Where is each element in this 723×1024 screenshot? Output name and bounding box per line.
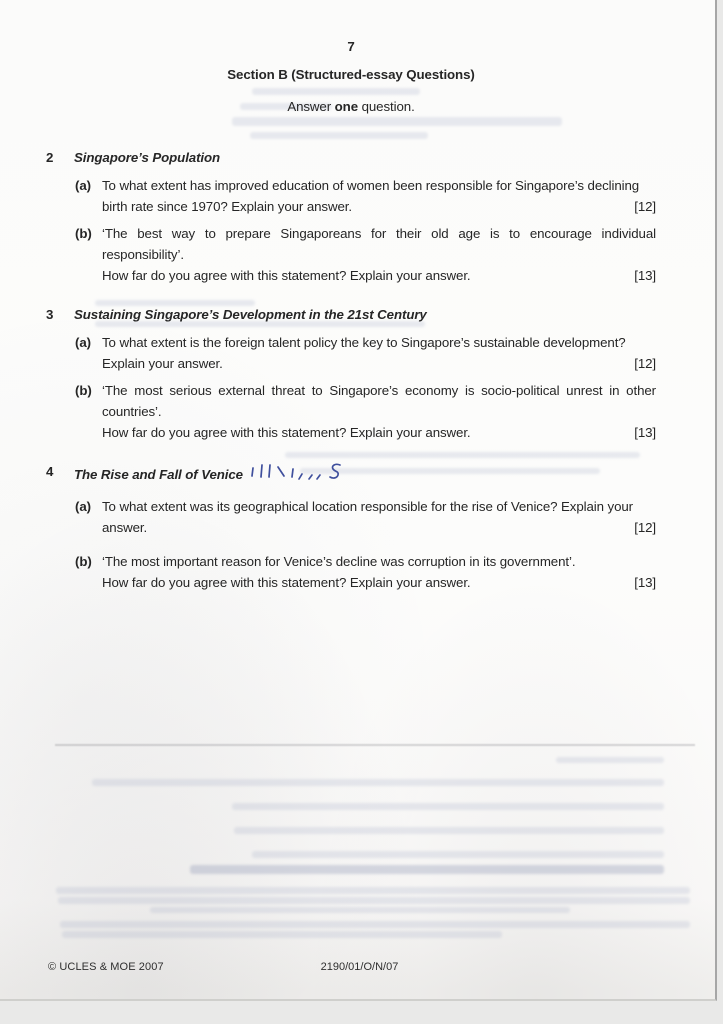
part-marks: [12] <box>634 356 656 371</box>
question <box>46 304 656 443</box>
footer-paper-code: 2190/01/O/N/07 <box>320 961 399 973</box>
bleedthrough-line <box>56 887 690 894</box>
question-title: Sustaining Singapore’s Development in the 21st Century <box>74 307 427 322</box>
part-text-line: countries’. <box>102 404 162 419</box>
bleedthrough-line <box>190 865 664 874</box>
part-text-line: To what extent has improved education of women been responsible for Singapore’s declining <box>102 178 640 193</box>
question-part <box>46 223 656 286</box>
bleedthrough-line <box>252 851 664 858</box>
part-marks: [13] <box>634 575 656 590</box>
page-content <box>46 36 656 593</box>
question-part <box>46 332 656 374</box>
part-marks: [13] <box>634 425 656 440</box>
part-text-line: ‘The most serious external threat to Singapore’s economy is socio-political unrest in other <box>102 383 656 398</box>
bleedthrough-line <box>92 779 664 786</box>
bleedthrough-line <box>556 757 664 763</box>
paper-crease-line <box>55 744 695 746</box>
section-title: Section B (Structured-essay Questions) <box>227 67 475 82</box>
part-label: (a) <box>75 178 91 193</box>
part-text-line: How far do you agree with this statement? Explain your answer. <box>102 575 471 590</box>
part-marks: [12] <box>634 199 656 214</box>
bleedthrough-line <box>150 907 570 913</box>
part-text-line: ‘The best way to prepare Singaporeans for their old age is to encourage individual <box>102 226 656 241</box>
question-part <box>46 496 656 538</box>
part-text <box>102 332 656 374</box>
part-label: (a) <box>75 335 91 350</box>
part-text-line: How far do you agree with this statement? Explain your answer. <box>102 425 471 440</box>
question-number: 4 <box>46 464 54 479</box>
footer-copyright: © UCLES & MOE 2007 <box>48 961 164 973</box>
pen-scribble-icon <box>248 461 346 489</box>
part-text-line: To what extent is the foreign talent policy the key to Singapore’s sustainable development? <box>102 335 626 350</box>
question-parts <box>46 496 656 593</box>
question-parts <box>46 332 656 443</box>
part-marks: [12] <box>634 520 656 535</box>
question-title: The Rise and Fall of Venice <box>74 467 243 482</box>
question <box>46 147 656 286</box>
question-heading <box>46 147 656 168</box>
answer-instruction <box>46 96 656 117</box>
part-text-line: birth rate since 1970? Explain your answer. <box>102 199 352 214</box>
part-text <box>102 496 656 538</box>
instruction-suffix: question. <box>358 99 415 114</box>
bleedthrough-line <box>234 827 664 834</box>
question-title: Singapore’s Population <box>74 150 221 165</box>
part-label: (b) <box>75 383 92 398</box>
part-text <box>102 380 656 443</box>
part-text-line: To what extent was its geographical location responsible for the rise of Venice? Explain your <box>102 499 634 514</box>
question-heading <box>46 304 656 325</box>
bleedthrough-line <box>232 803 664 810</box>
part-text-line: answer. <box>102 520 148 535</box>
bleedthrough-line <box>58 897 690 904</box>
question <box>46 461 656 593</box>
question-number: 3 <box>46 307 54 322</box>
question-part <box>46 551 656 593</box>
part-label: (b) <box>75 554 92 569</box>
part-text <box>102 551 656 593</box>
part-text-line: Explain your answer. <box>102 356 223 371</box>
part-text <box>102 223 656 286</box>
part-marks: [13] <box>634 268 656 283</box>
question-heading <box>46 461 656 489</box>
question-part <box>46 380 656 443</box>
question-parts <box>46 175 656 286</box>
bleedthrough-line <box>60 921 690 928</box>
part-label: (a) <box>75 499 91 514</box>
part-text <box>102 175 656 217</box>
part-text-line: How far do you agree with this statement? Explain your answer. <box>102 268 471 283</box>
instruction-prefix: Answer <box>287 99 335 114</box>
question-part <box>46 175 656 217</box>
part-text-line: ‘The most important reason for Venice’s decline was corruption in its government’. <box>102 554 576 569</box>
questions-list <box>46 147 656 593</box>
part-text-line: responsibility’. <box>102 247 184 262</box>
page-number: 7 <box>347 39 355 54</box>
part-label: (b) <box>75 226 92 241</box>
question-number: 2 <box>46 150 54 165</box>
instruction-bold-word: one <box>334 99 358 114</box>
bleedthrough-line <box>62 931 502 938</box>
